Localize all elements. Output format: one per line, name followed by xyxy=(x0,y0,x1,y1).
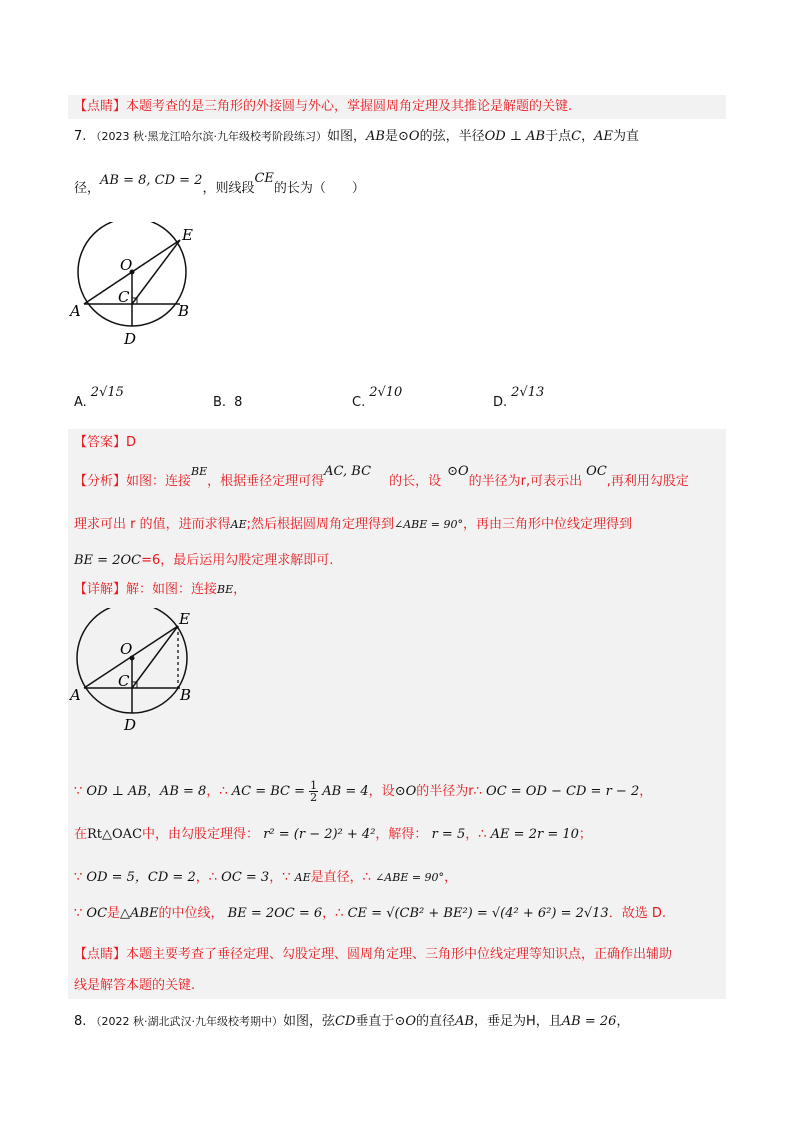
label-o: O xyxy=(120,256,133,274)
label-d: D xyxy=(124,330,137,348)
step2-text: ，解得： xyxy=(375,827,428,842)
q7-text: 的长为（ ） xyxy=(273,181,365,196)
q8-line1 xyxy=(74,1013,629,1031)
option-d xyxy=(493,385,545,412)
step2-math: r² = (r − 2)² + 4² xyxy=(263,827,376,842)
analysis-math-acbc: AC, BC xyxy=(324,464,372,479)
q8-math-cd: CD xyxy=(335,1014,356,1029)
step2-text: 中，由勾股定理得： xyxy=(142,827,260,842)
q7-text: ，则线段 xyxy=(202,181,255,196)
fraction-denominator: 2 xyxy=(310,791,318,804)
q7-math-given: AB = 8, CD = 2 xyxy=(100,173,203,188)
bottom-note-text: 本题主要考查了垂径定理、勾股定理、圆周角定理、三角形中位线定理等知识点，正确作出辅助 xyxy=(126,947,673,962)
analysis-line1 xyxy=(74,464,689,491)
option-b xyxy=(213,394,242,412)
analysis-text: =6，最后运用勾股定理求解即可. xyxy=(141,553,334,568)
q7-geometry-figure xyxy=(66,222,206,352)
therefore-symbol: ∴ xyxy=(478,827,487,842)
because-symbol: ∵ xyxy=(282,870,291,885)
step4-text: 是 xyxy=(107,906,121,921)
q8-point-h: H xyxy=(525,1014,536,1029)
analysis-r: r xyxy=(520,474,527,489)
step3-math: AE xyxy=(294,871,311,884)
option-value: 2√13 xyxy=(511,385,545,400)
option-c xyxy=(352,385,403,412)
option-letter: A. xyxy=(74,395,87,410)
analysis-math-oc: OC xyxy=(586,464,607,479)
q7-math-circle: ⊙O xyxy=(398,129,420,144)
step1-math: AB = 4 xyxy=(322,784,369,799)
q8-text: 的直径 xyxy=(416,1014,456,1029)
analysis-math-ae: AE xyxy=(230,518,247,531)
analysis-math-circle: ⊙O xyxy=(447,464,469,479)
q8-math-ab: AB xyxy=(455,1014,474,1029)
q8-math-circle: ⊙O xyxy=(394,1014,416,1029)
option-a xyxy=(74,385,124,412)
segment-ce xyxy=(132,240,180,304)
label-a: A xyxy=(70,686,81,704)
q8-text: ，且 xyxy=(535,1014,562,1029)
q8-text: ， xyxy=(616,1014,630,1029)
label-c: C xyxy=(118,672,130,690)
label-c: C xyxy=(118,288,130,306)
q8-number: 8. xyxy=(74,1014,87,1029)
step4-text: ， xyxy=(322,906,336,921)
q7-text: 的弦，半径 xyxy=(419,129,485,144)
detail-text: ， xyxy=(233,582,247,597)
label-b: B xyxy=(178,302,190,320)
therefore-symbol: ∴ xyxy=(335,906,344,921)
detail-tag: 【详解】 xyxy=(74,582,127,597)
step2-text: ； xyxy=(578,827,592,842)
analysis-text: 理求可出 r 的值，进而求得 xyxy=(74,517,231,532)
step3-math: OC = 3 xyxy=(221,870,270,885)
analysis-math-angle: ∠ABE = 90° xyxy=(394,518,463,531)
option-letter: D. xyxy=(493,395,508,410)
step2-text: 在 xyxy=(74,827,88,842)
analysis-math-be: BE xyxy=(191,465,208,478)
option-letter: C. xyxy=(352,395,366,410)
detail-math-be: BE xyxy=(217,583,234,596)
q8-text: 垂直于 xyxy=(355,1014,395,1029)
analysis-text: 如图：连接 xyxy=(126,474,192,489)
option-value: 2√15 xyxy=(90,385,124,400)
segment-ce xyxy=(132,626,178,688)
step4-text: ．故选 D. xyxy=(608,906,666,921)
top-note-text: 本题考查的是三角形的外接圆与外心，掌握圆周角定理及其推论是解题的关键. xyxy=(126,99,573,114)
step4-math: OC xyxy=(86,906,108,921)
step3-math: ∠ABE = 90° xyxy=(375,871,445,884)
top-note xyxy=(74,98,572,116)
q7-source: （2023 秋·黑龙江哈尔滨·九年级校考阶段练习） xyxy=(90,130,328,143)
step3-text: 是直径， xyxy=(310,870,363,885)
detail-text: 解：如图：连接 xyxy=(126,582,218,597)
q8-source: （2022 秋·湖北武汉·九年级校考期中） xyxy=(90,1015,284,1028)
q8-text: ，垂足为 xyxy=(473,1014,526,1029)
analysis-text: 的长，设 xyxy=(389,474,442,489)
step4-math: BE = 2OC = 6 xyxy=(227,906,323,921)
q7-math-perp: OD ⊥ AB xyxy=(484,129,546,144)
answer-line xyxy=(74,434,136,452)
bottom-note-line2 xyxy=(74,977,195,995)
step1-text: 的半径为 xyxy=(416,784,469,799)
analysis-text: ,再利用勾股定 xyxy=(606,474,689,489)
q7-text: 于点 xyxy=(545,129,572,144)
q7-math-ab: AB xyxy=(366,129,385,144)
step2-math: AE = 2r = 10 xyxy=(490,827,579,842)
q7-line2 xyxy=(74,171,365,198)
therefore-symbol: ∴ xyxy=(219,784,228,799)
step2-text: ， xyxy=(465,827,479,842)
answer-value: D xyxy=(126,435,137,450)
q7-text: 为直 xyxy=(612,129,639,144)
step-2 xyxy=(74,826,592,844)
q7-math-ae: AE xyxy=(594,129,613,144)
step2-math: r = 5 xyxy=(431,827,466,842)
q7-math-ce: CE xyxy=(254,171,274,186)
step4-text: 的中位线， xyxy=(158,906,224,921)
analysis-line3 xyxy=(74,552,333,570)
step2-triangle: Rt△OAC xyxy=(87,827,143,842)
label-a: A xyxy=(70,302,81,320)
analysis-math-be2oc: BE = 2OC xyxy=(74,553,142,568)
step3-text: ， xyxy=(269,870,283,885)
analysis-text: ，再由三角形中位线定理得到 xyxy=(462,517,632,532)
q7-text: 径， xyxy=(74,181,101,196)
q8-math-ab26: AB = 26 xyxy=(561,1014,617,1029)
top-note-tag: 【点睛】 xyxy=(74,99,127,114)
q7-text: 如图， xyxy=(327,129,367,144)
label-o: O xyxy=(120,640,133,658)
analysis-text: ，根据垂径定理可得 xyxy=(207,474,325,489)
therefore-symbol: ∴ xyxy=(473,784,482,799)
option-value: 8 xyxy=(234,395,243,410)
analysis-text: ,可表示出 xyxy=(526,474,583,489)
fraction-half xyxy=(309,780,318,803)
option-letter: B. xyxy=(213,395,227,410)
detail-geometry-figure xyxy=(66,608,206,740)
step-1 xyxy=(74,780,652,803)
bottom-note-text: 线是解答本题的关键. xyxy=(74,978,196,993)
option-value: 2√10 xyxy=(369,385,403,400)
q7-number: 7. xyxy=(74,129,87,144)
step1-text: ， xyxy=(206,784,220,799)
step1-math: OC = OD − CD = r − 2 xyxy=(486,784,640,799)
analysis-line2 xyxy=(74,516,632,534)
analysis-text: ;然后根据圆周角定理得到 xyxy=(246,517,394,532)
step1-r: r xyxy=(468,784,474,799)
bottom-note-line1 xyxy=(74,946,672,964)
step3-text: ， xyxy=(195,870,209,885)
step-4 xyxy=(74,905,666,923)
q7-line1 xyxy=(74,128,639,146)
therefore-symbol: ∴ xyxy=(362,870,371,885)
step-3 xyxy=(74,869,457,887)
step4-math: △ABE xyxy=(120,906,159,921)
q7-text: 是 xyxy=(385,129,399,144)
step1-text: ， xyxy=(639,784,653,799)
because-symbol: ∵ xyxy=(74,784,83,799)
step4-math: CE = √(CB² + BE²) = √(4² + 6²) = 2√13 xyxy=(347,906,609,921)
bottom-note-tag: 【点睛】 xyxy=(74,947,127,962)
step1-text: ，设 xyxy=(368,784,395,799)
step1-math: AC = BC = xyxy=(231,784,306,799)
step1-circle: ⊙O xyxy=(394,784,417,799)
therefore-symbol: ∴ xyxy=(208,870,218,885)
analysis-tag: 【分析】 xyxy=(74,474,127,489)
answer-tag: 【答案】 xyxy=(74,435,127,450)
because-symbol: ∵ xyxy=(74,906,83,921)
analysis-text: 的半径为 xyxy=(468,474,521,489)
detail-line xyxy=(74,581,246,599)
label-e: E xyxy=(182,226,193,244)
step1-math: OD ⊥ AB，AB = 8 xyxy=(86,784,207,799)
label-d: D xyxy=(124,716,137,734)
step3-math: OD = 5，CD = 2 xyxy=(86,870,196,885)
label-e: E xyxy=(179,610,190,628)
q7-text: ， xyxy=(581,129,595,144)
q7-point-c: C xyxy=(571,129,582,144)
fraction-numerator: 1 xyxy=(310,779,318,792)
label-b: B xyxy=(180,686,192,704)
step3-text: ， xyxy=(444,870,458,885)
because-symbol: ∵ xyxy=(74,870,83,885)
q8-text: 如图，弦 xyxy=(283,1014,336,1029)
